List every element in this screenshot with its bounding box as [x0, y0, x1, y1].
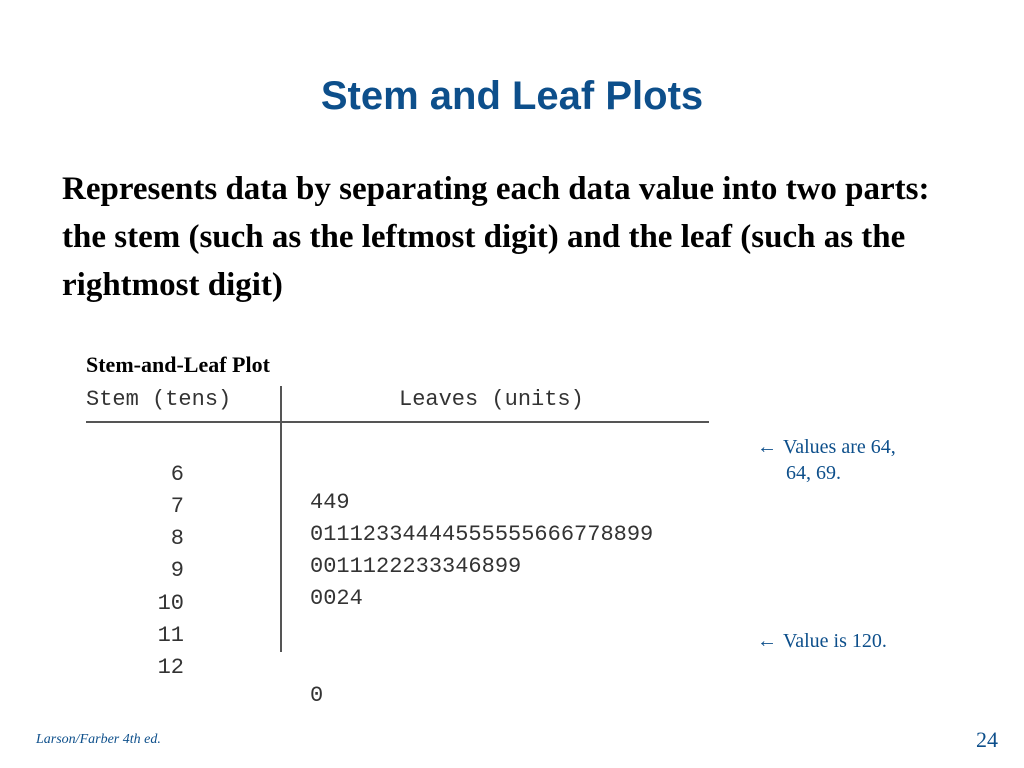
stem-value: 8: [170, 526, 184, 551]
leaves-column-header: Leaves (units): [399, 387, 584, 412]
plot-row: [0, 433, 720, 515]
leaves-value: 0: [310, 683, 324, 708]
annotation-values-64-69: [757, 434, 896, 486]
stem-value: 12: [157, 655, 184, 680]
annotation-line: Value is 120.: [783, 630, 887, 652]
stem-value: 11: [157, 623, 184, 648]
stem-value: 7: [170, 494, 184, 519]
stem-column-header: Stem (tens): [86, 387, 232, 412]
stem-value: 10: [157, 591, 184, 616]
leaves-value: 0024: [310, 586, 363, 611]
definition-text: Represents data by separating each data value into two parts: the stem (such as the leftmost digit) and the leaf (such as the rightmost digit): [62, 171, 930, 303]
annotation-value-120: [757, 628, 887, 654]
page-number: 24: [976, 727, 998, 752]
stem-value: 6: [170, 462, 184, 487]
leaves-value: 0011122233346899: [310, 554, 522, 579]
footer-source: Larson/Farber 4th ed.: [36, 732, 161, 747]
leaves-value: 01112334444555555666778899: [310, 522, 654, 547]
left-arrow-icon: ←: [757, 436, 777, 458]
left-arrow-icon: ←: [757, 630, 777, 652]
slide-title: Stem and Leaf Plots: [320, 74, 704, 118]
annotation-line: Values are 64,: [783, 436, 896, 458]
leaves-value: 449: [310, 490, 350, 515]
annotation-line: 64, 69.: [786, 462, 841, 484]
header-divider: [86, 421, 709, 423]
plot-row: [0, 626, 720, 708]
stem-value: 9: [170, 558, 184, 583]
plot-caption: Stem-and-Leaf Plot: [86, 352, 270, 377]
plot-row: [0, 594, 720, 648]
